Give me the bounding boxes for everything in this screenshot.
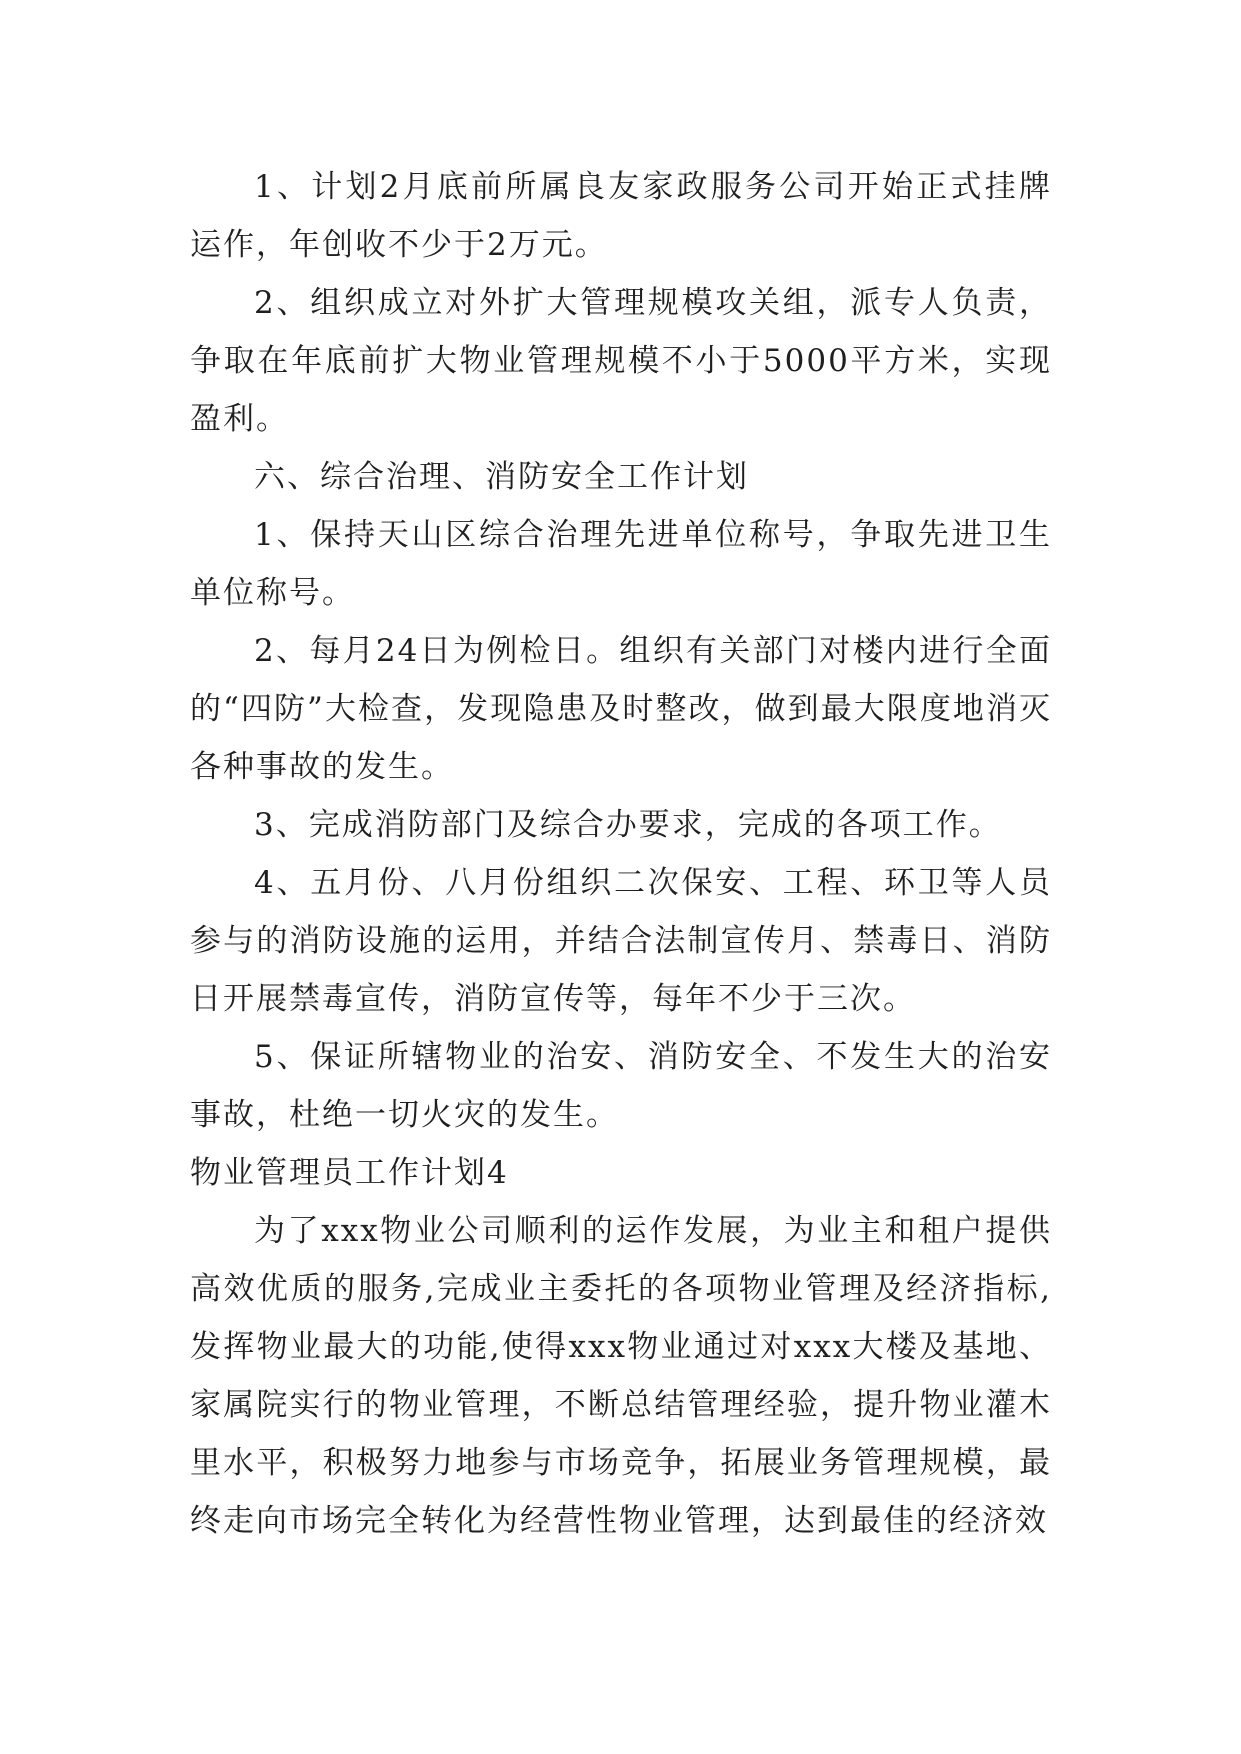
paragraph-6: 4、五月份、八月份组织二次保安、工程、环卫等人员参与的消防设施的运用，并结合法制宣传月、禁毒日、消防日开展禁毒宣传，消防宣传等，每年不少于三次。 (190, 865, 1052, 1017)
section-title: 物业管理员工作计划4 (190, 1155, 509, 1191)
closing-paragraph: 为了xxx物业公司顺利的运作发展，为业主和租户提供高效优质的服务,完成业主委托的各项物业管理及经济指标,发挥物业最大的功能,使得xxx物业通过对xxx大楼及基地、家属院实行的物业管理，不断总结管理经验，提升物业灌木里水平，积极努力地参与市场竞争，拓展业务管理规模，最终走向市场完全转化为经营性物业管理，达到最佳的经济效 (190, 1213, 1052, 1539)
paragraph-3: 1、保持天山区综合治理先进单位称号，争取先进卫生单位称号。 (190, 517, 1052, 611)
document-body (190, 158, 1052, 1550)
section-heading-fire-safety: 六、综合治理、消防安全工作计划 (254, 459, 749, 495)
paragraph-1: 1、计划2月底前所属良友家政服务公司开始正式挂牌运作，年创收不少于2万元。 (190, 169, 1052, 263)
paragraph-4: 2、每月24日为例检日。组织有关部门对楼内进行全面的“四防”大检查，发现隐患及时整改，做到最大限度地消灭各种事故的发生。 (190, 633, 1052, 785)
paragraph-7: 5、保证所辖物业的治安、消防安全、不发生大的治安事故，杜绝一切火灾的发生。 (190, 1039, 1052, 1133)
paragraph-2: 2、组织成立对外扩大管理规模攻关组，派专人负责，争取在年底前扩大物业管理规模不小于5000平方米，实现盈利。 (190, 285, 1052, 437)
paragraph-5: 3、完成消防部门及综合办要求，完成的各项工作。 (254, 807, 1002, 843)
